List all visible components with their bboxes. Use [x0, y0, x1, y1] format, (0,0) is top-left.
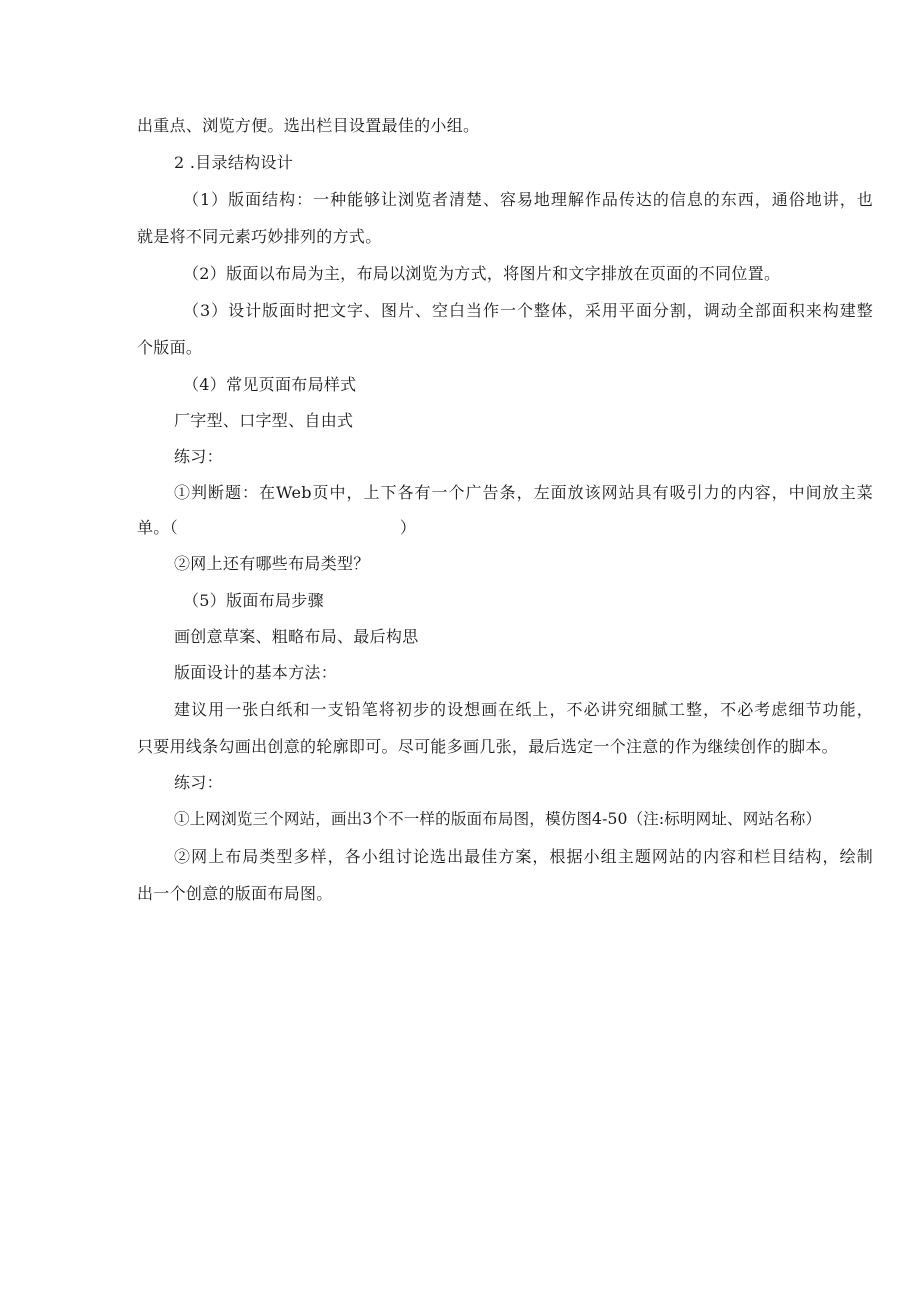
method-heading: 版面设计的基本方法： — [174, 663, 338, 682]
item-5: （5）版面布局步骤 — [183, 591, 324, 610]
exercise-label: 练习： — [174, 447, 223, 466]
answer-blank-close: ） — [399, 518, 417, 537]
exercise-2-question-1: ①上网浏览三个网站，画出3个不一样的版面布局图，模仿图4-50（注:标明网址、网站名称） — [174, 810, 822, 828]
paragraph-continuation: 出重点、浏览方便。选出栏目设置最佳的小组。 — [137, 116, 480, 135]
item-3-line-2: 个版面。 — [137, 338, 203, 357]
exercise-1-question-1-line-1: ①判断题：在Web页中，上下各有一个广告条，左面放该网站具有吸引力的内容，中间放主菜 — [174, 483, 873, 502]
item-3-line-1: （3）设计版面时把文字、图片、空白当作一个整体，采用平面分割，调动全部面积来构建整 — [183, 301, 873, 320]
answer-blank-open: 单。（ — [137, 518, 178, 537]
section-heading: 2 .目录结构设计 — [174, 153, 294, 172]
method-line-2: 只要用线条勾画出创意的轮廓即可。尽可能多画几张，最后选定一个注意的作为继续创作的脚本。 — [137, 737, 838, 756]
item-1-line-2: 就是将不同元素巧妙排列的方式。 — [137, 227, 382, 246]
exercise-2-question-2-line-1: ②网上布局类型多样，各小组讨论选出最佳方案，根据小组主题网站的内容和栏目结构，绘制 — [174, 847, 873, 866]
exercise-1-question-2: ②网上还有哪些布局类型？ — [174, 554, 370, 573]
layout-types: 厂字型、口字型、自由式 — [174, 411, 354, 430]
layout-steps: 画创意草案、粗略布局、最后构思 — [174, 627, 419, 646]
item-4: （4）常见页面布局样式 — [183, 375, 357, 394]
exercise-1-question-1-line-2 — [137, 517, 416, 539]
item-1-line-1: （1）版面结构：一种能够让浏览者清楚、容易地理解作品传达的信息的东西，通俗地讲，也 — [183, 190, 873, 209]
exercise-label: 练习： — [174, 773, 223, 792]
item-2: （2）版面以布局为主，布局以浏览为方式，将图片和文字排放在页面的不同位置。 — [183, 264, 781, 283]
method-line-1: 建议用一张白纸和一支铅笔将初步的设想画在纸上，不必讲究细腻工整，不必考虑细节功能， — [174, 700, 873, 719]
exercise-2-question-2-line-2: 出一个创意的版面布局图。 — [137, 884, 333, 903]
